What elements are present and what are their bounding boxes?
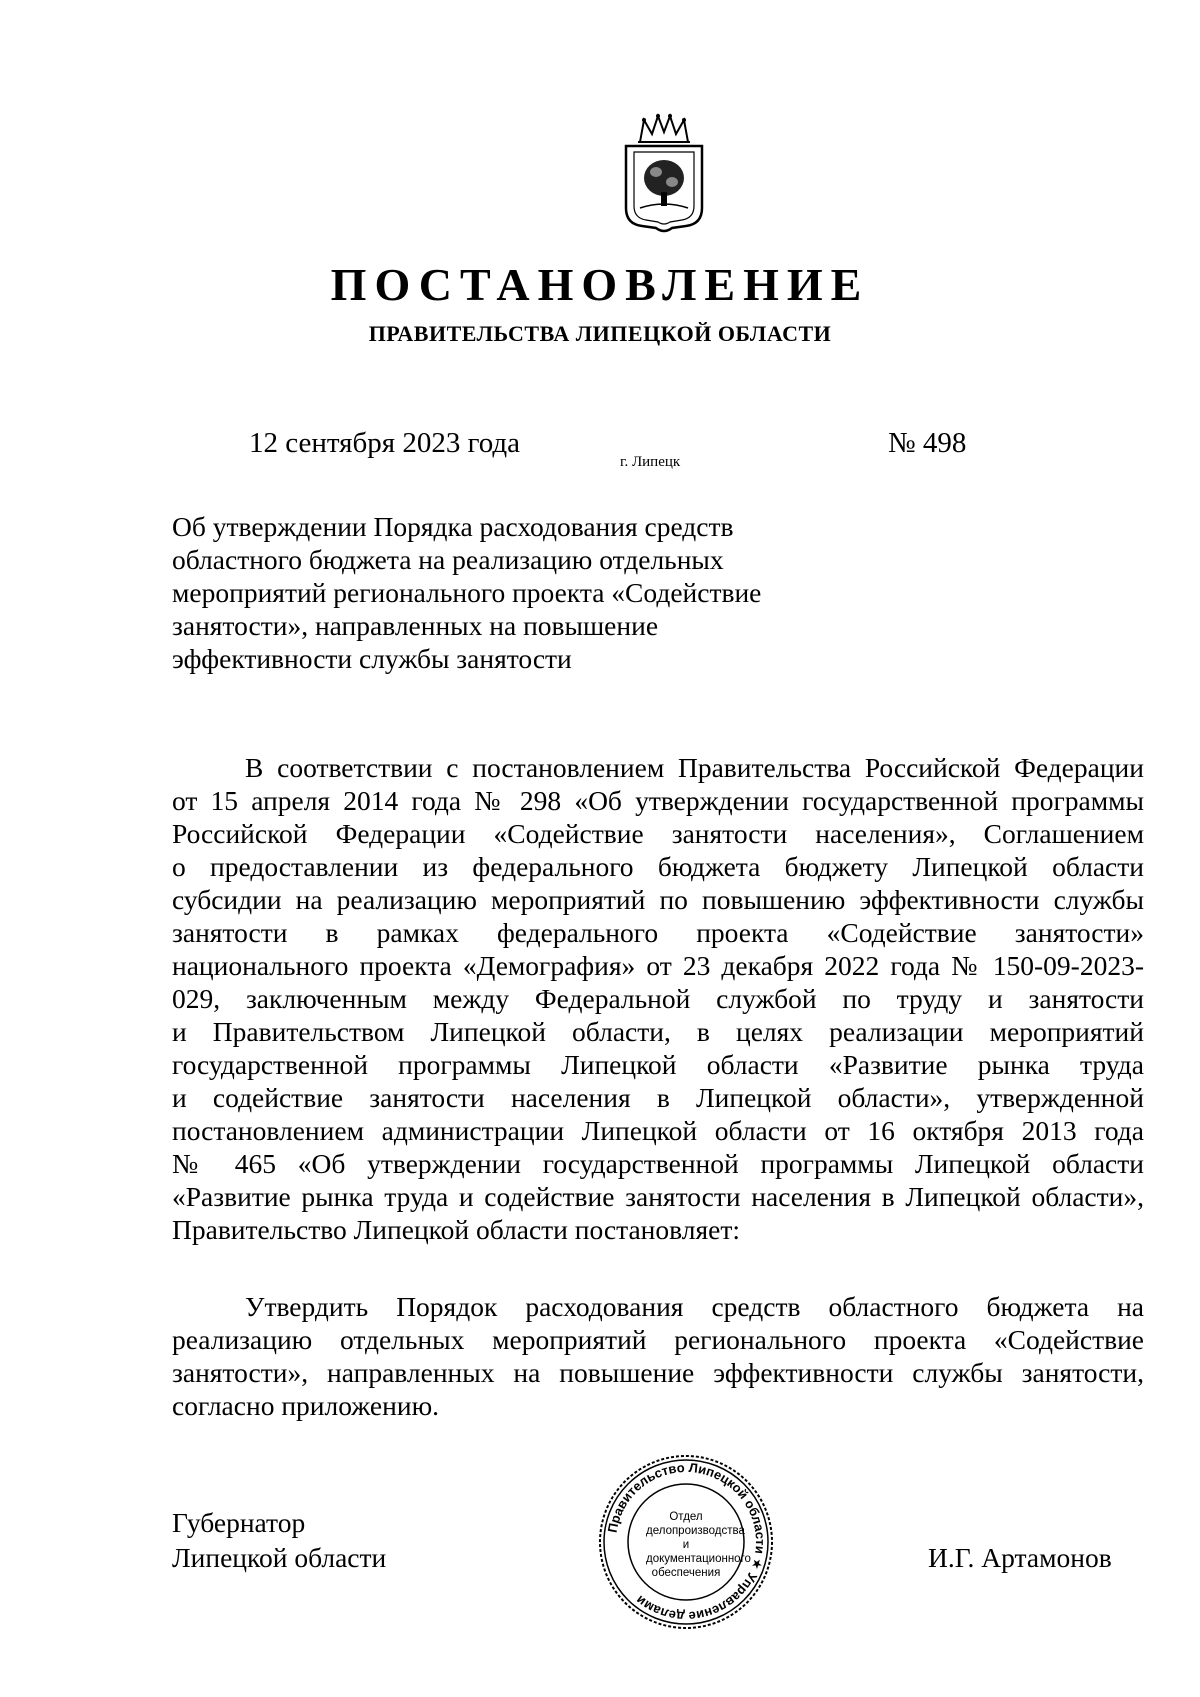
body-line: согласно приложению. — [172, 1390, 439, 1421]
subject-line: занятости», направленных на повышение — [172, 610, 659, 641]
position-line: Липецкой области — [172, 1542, 387, 1573]
issuer-name: ПРАВИТЕЛЬСТВА ЛИПЕЦКОЙ ОБЛАСТИ — [368, 321, 832, 346]
body-line: В соответствии с постановлением Правительства Российской Федерации — [245, 752, 1144, 783]
subject-line: эффективности службы занятости — [172, 643, 572, 674]
body-line: и содействие занятости населения в Липецкой области», утвержденной — [172, 1082, 1144, 1113]
signatory-position — [172, 1505, 386, 1575]
body-line: Правительство Липецкой области постановляет: — [172, 1214, 741, 1245]
body-line: № 465 «Об утверждении государственной программы Липецкой области — [172, 1148, 1144, 1179]
body-line: занятости в рамках федерального проекта «Содействие занятости» — [172, 917, 1144, 948]
document-subject — [172, 510, 812, 675]
document-number: № 498 — [888, 427, 967, 459]
subject-line: мероприятий регионального проекта «Содействие — [172, 577, 762, 608]
document-body — [172, 751, 1144, 1422]
body-line: субсидии на реализацию мероприятий по повышению эффективности службы — [172, 884, 1144, 915]
body-line: постановлением администрации Липецкой области от 16 октября 2013 года — [172, 1115, 1144, 1146]
body-line: от 15 апреля 2014 года № 298 «Об утверждении государственной программы — [172, 785, 1144, 816]
body-line: национального проекта «Демография» от 23 декабря 2022 года № 150-09-2023- — [172, 950, 1144, 981]
subject-line: областного бюджета на реализацию отдельных — [172, 544, 724, 575]
body-line: о предоставлении из федерального бюджета бюджету Липецкой области — [172, 851, 1144, 882]
position-line: Губернатор — [172, 1507, 306, 1538]
document-title: ПОСТАНОВЛЕНИЕ — [330, 259, 870, 310]
paragraph-preamble — [172, 751, 1144, 1246]
subject-line: Об утверждении Порядка расходования средств — [172, 511, 734, 542]
body-line: государственной программы Липецкой области «Развитие рынка труда — [172, 1049, 1144, 1080]
signatory-name: И.Г. Артамонов — [928, 1542, 1112, 1573]
paragraph-resolution — [172, 1290, 1144, 1422]
document-date: 12 сентября 2023 года — [249, 427, 521, 459]
body-line: Российской Федерации «Содействие занятости населения», Соглашением — [172, 818, 1144, 849]
stamp-inner-text: Отдел делопроизводства и документационного обеспечения — [646, 1511, 751, 1579]
body-line: Утвердить Порядок расходования средств областного бюджета на — [245, 1291, 1144, 1322]
body-line: 029, заключенным между Федеральной службой по труду и занятости — [172, 983, 1144, 1014]
document-city: г. Липецк — [620, 454, 681, 470]
body-line: занятости», направленных на повышение эффективности службы занятости, — [172, 1357, 1144, 1388]
body-line: и Правительством Липецкой области, в целях реализации мероприятий — [172, 1016, 1144, 1047]
body-line: реализацию отдельных мероприятий регионального проекта «Содействие — [172, 1324, 1144, 1355]
body-line: «Развитие рынка труда и содействие занятости населения в Липецкой области», — [172, 1181, 1144, 1212]
coat-of-arms-icon — [618, 112, 710, 236]
stamp-ring-text: Правительство Липецкой области ★ Управление делами — [604, 1459, 769, 1625]
